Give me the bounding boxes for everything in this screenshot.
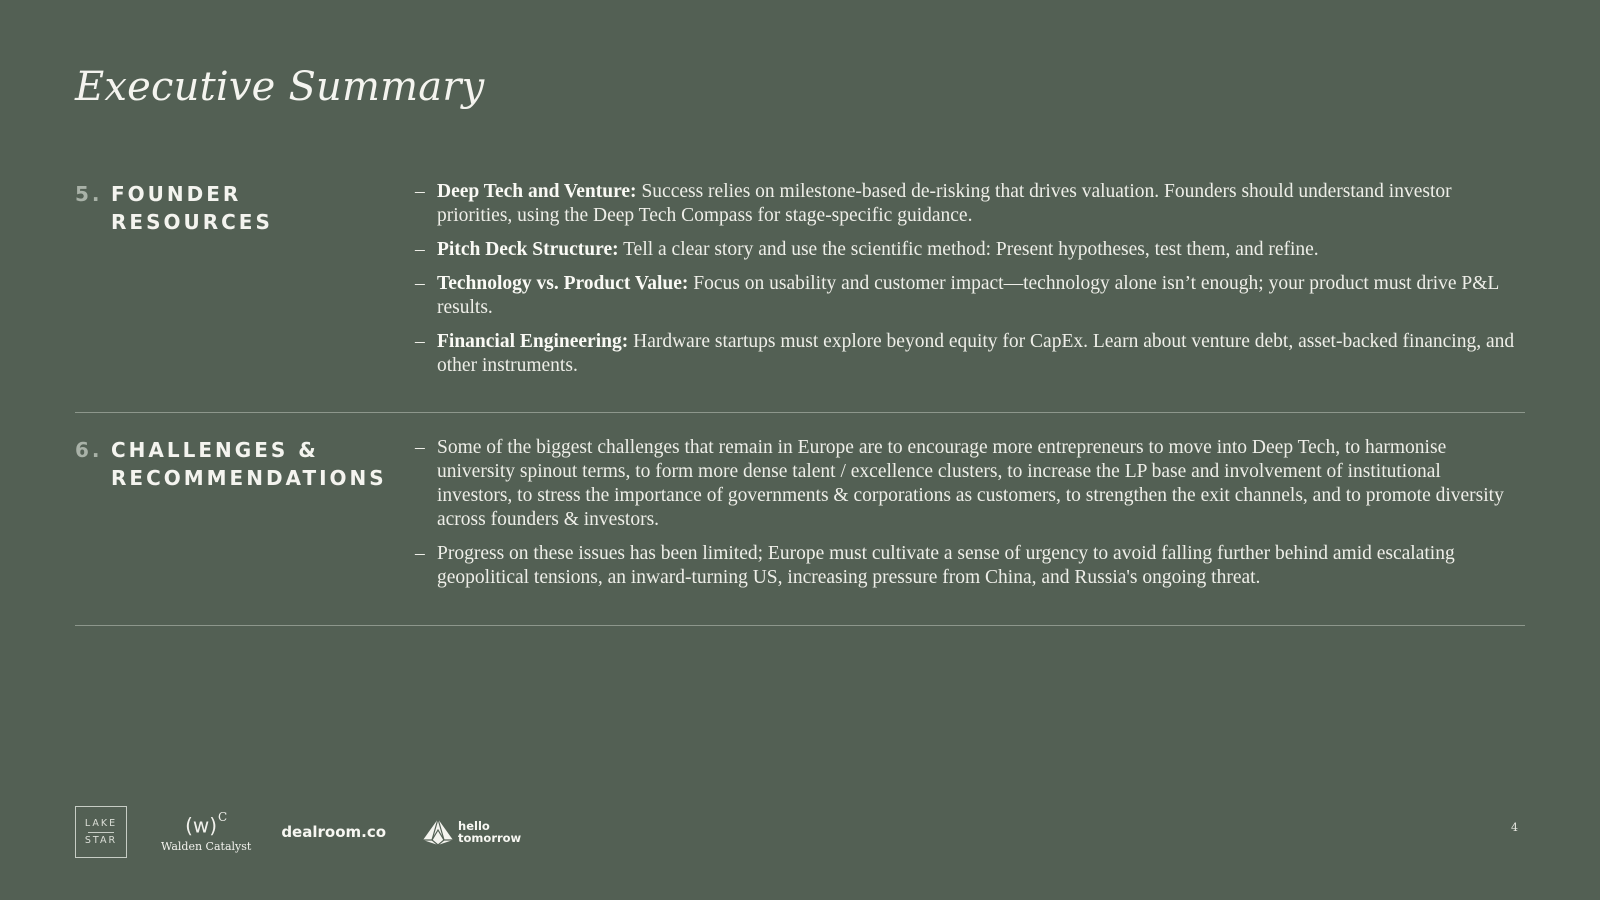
hello-tomorrow-text bbox=[458, 820, 521, 844]
bullet-dash: – bbox=[415, 181, 425, 202]
section-heading bbox=[75, 180, 405, 236]
footer-logos bbox=[75, 805, 521, 859]
section-number: 5. bbox=[75, 182, 103, 206]
walden-catalyst-logo bbox=[161, 810, 251, 854]
section-divider bbox=[75, 412, 1525, 413]
lakestar-logo-line-1: LAKE bbox=[84, 817, 118, 829]
hello-line-1: hello bbox=[458, 819, 490, 833]
list-item bbox=[415, 542, 1517, 590]
list-item bbox=[415, 238, 1517, 262]
bullet-bold-lead: Deep Tech and Venture: bbox=[437, 181, 637, 202]
bullet-bold-lead: Financial Engineering: bbox=[437, 331, 629, 352]
hello-tomorrow-logo bbox=[422, 818, 521, 846]
bullet-dash: – bbox=[415, 331, 425, 352]
logo-divider bbox=[88, 832, 114, 833]
bullet-text: Tell a clear story and use the scientific method: Present hypotheses, test them, and refine. bbox=[618, 239, 1319, 260]
lakestar-logo-line-2: STAR bbox=[84, 834, 118, 846]
section-title: FOUNDER RESOURCES bbox=[111, 182, 273, 234]
bullet-list bbox=[415, 180, 1517, 388]
faceted-diamond-icon bbox=[422, 818, 454, 846]
bullet-text: Hardware startups must explore beyond equity for CapEx. Learn about venture debt, asset-backed financing, and other instruments. bbox=[437, 331, 1515, 376]
bullet-dash: – bbox=[415, 273, 425, 294]
walden-mark bbox=[185, 810, 227, 837]
section-title-line-2: RECOMMENDATIONS bbox=[111, 466, 387, 490]
section-heading bbox=[75, 436, 405, 492]
section-divider bbox=[75, 625, 1525, 626]
page-number: 4 bbox=[1511, 821, 1518, 834]
section-title bbox=[111, 436, 387, 492]
list-item bbox=[415, 180, 1517, 228]
bullet-bold-lead: Technology vs. Product Value: bbox=[437, 273, 689, 294]
bullet-text: Progress on these issues has been limited; Europe must cultivate a sense of urgency to avoid falling further behind amid escalating geopolitical tensions, an inward-turning US, increasing pressure from China, and Russia's ongoing threat. bbox=[437, 543, 1455, 588]
list-item bbox=[415, 330, 1517, 378]
dealroom-logo: dealroom.co bbox=[281, 823, 387, 841]
bullet-list bbox=[415, 436, 1517, 600]
walden-mark-sup: C bbox=[218, 810, 228, 825]
walden-mark-text: (w) bbox=[185, 813, 218, 838]
list-item bbox=[415, 436, 1517, 532]
walden-name: Walden Catalyst bbox=[161, 839, 252, 853]
section-number: 6. bbox=[75, 438, 103, 462]
bullet-text: Success relies on milestone-based de-risking that drives valuation. Founders should understand investor priorities, using the Deep Tech Compass for stage-specific guidance. bbox=[437, 181, 1452, 226]
section-title-line-1: CHALLENGES & bbox=[111, 438, 319, 462]
list-item bbox=[415, 272, 1517, 320]
bullet-text: Some of the biggest challenges that remain in Europe are to encourage more entrepreneurs to move into Deep Tech, to harmonise university spinout terms, to form more dense talent / excellence clusters, to increase the LP base and involvement of institutional investors, to stress the importance of governments & corporations as customers, to strengthen the exit channels, and to promote diversity across founders & investors. bbox=[437, 437, 1504, 530]
bullet-dash: – bbox=[415, 543, 425, 564]
bullet-dash: – bbox=[415, 437, 425, 458]
hello-line-2: tomorrow bbox=[458, 831, 522, 845]
page-title: Executive Summary bbox=[75, 64, 485, 110]
bullet-text: Focus on usability and customer impact—technology alone isn’t enough; your product must drive P&L results. bbox=[437, 273, 1499, 318]
bullet-dash: – bbox=[415, 239, 425, 260]
lakestar-logo bbox=[75, 806, 127, 858]
bullet-bold-lead: Pitch Deck Structure: bbox=[437, 239, 619, 260]
